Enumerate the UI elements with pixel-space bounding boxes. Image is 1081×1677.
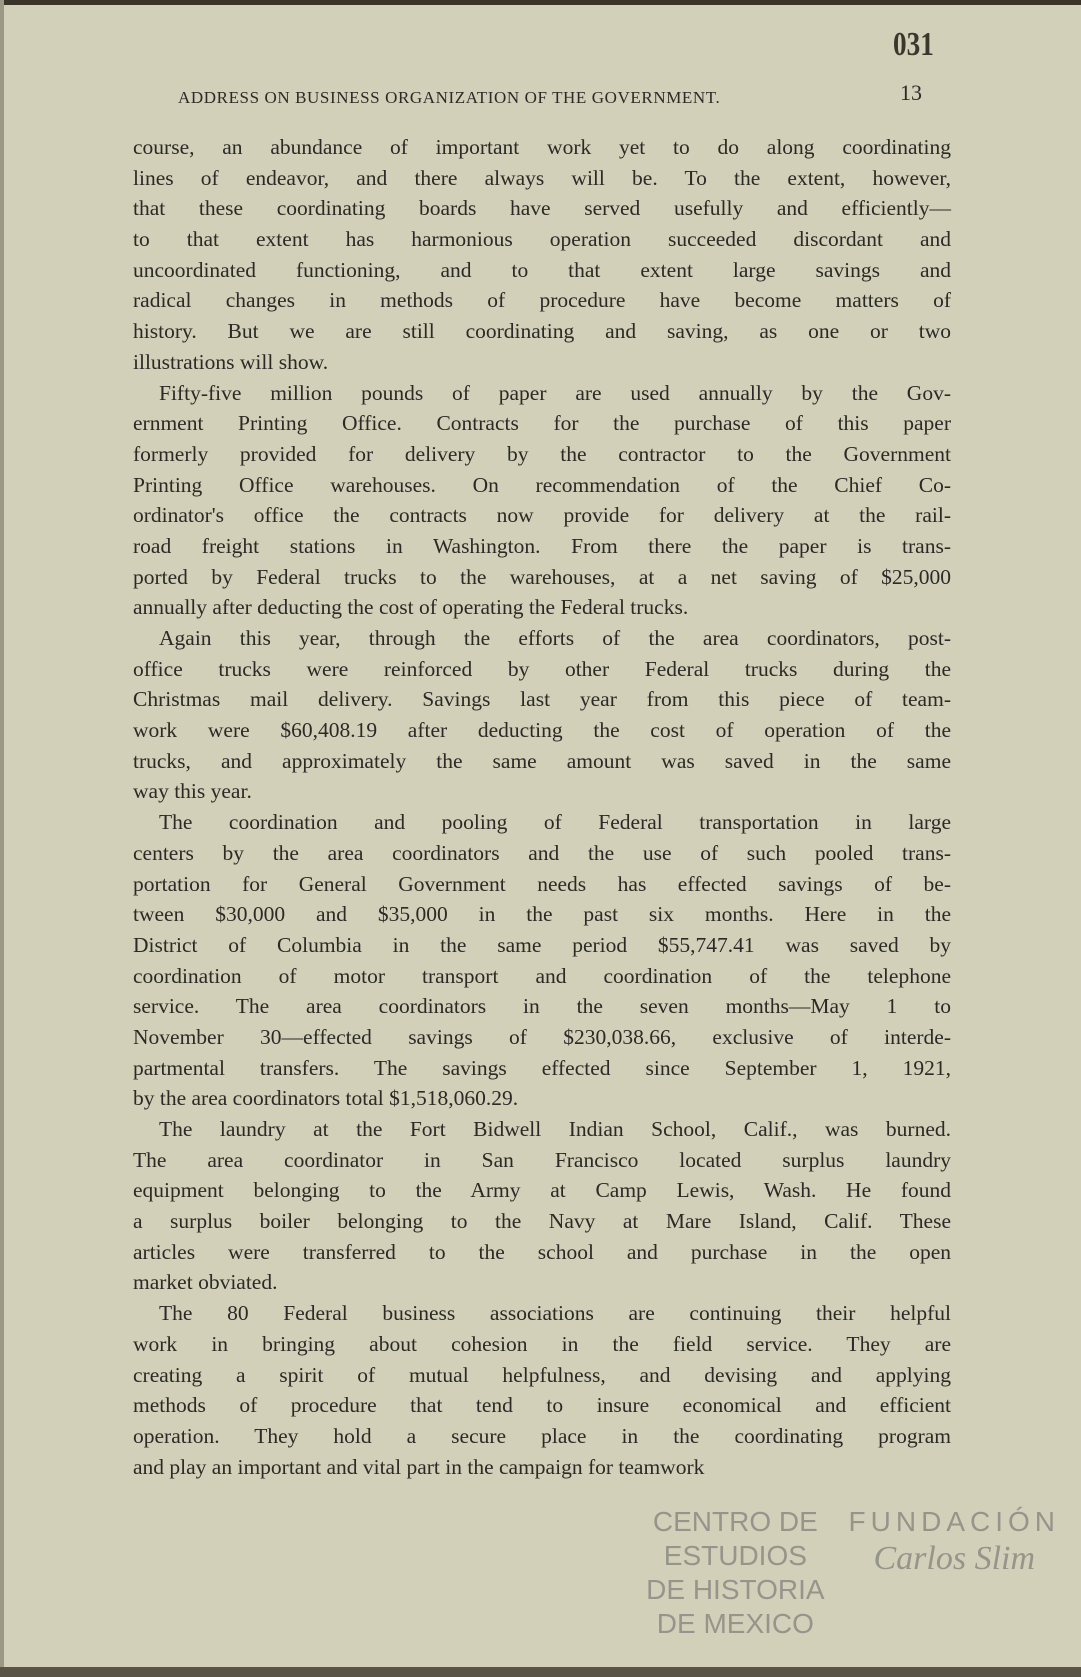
page-body (133, 132, 951, 1482)
text-line: ported by Federal trucks to the warehouses, at a net saving of $25,000 (133, 564, 951, 589)
text-line: market obviated. (133, 1270, 278, 1295)
text-line: uncoordinated functioning, and to that extent large savings and (133, 257, 951, 282)
text-line: portation for General Government needs has effected savings of be- (133, 871, 951, 896)
text-line: methods of procedure that tend to insure economical and efficient (133, 1393, 951, 1418)
text-line: trucks, and approximately the same amount was saved in the same (133, 748, 951, 773)
watermark (560, 1505, 1060, 1641)
text-line: District of Columbia in the same period $55,747.41 was saved by (133, 932, 951, 957)
text-line: road freight stations in Washington. From there the paper is trans- (133, 533, 951, 558)
watermark-line: CENTRO DE (652, 1506, 818, 1537)
text-line: tween $30,000 and $35,000 in the past six months. Here in the (133, 902, 951, 927)
paragraph (133, 623, 951, 807)
text-line: lines of endeavor, and there always will be. To the extent, however, (133, 165, 951, 190)
text-line: Fifty-five million pounds of paper are used annually by the Gov- (159, 380, 951, 405)
text-line: course, an abundance of important work yet to do along coordinating (133, 135, 951, 159)
text-line: The 80 Federal business associations are continuing their helpful (159, 1301, 951, 1326)
paragraph (133, 807, 951, 1114)
watermark-signature: Carlos Slim (873, 1540, 1036, 1577)
text-line: centers by the area coordinators and the use of such pooled trans- (133, 840, 951, 865)
watermark-line: FUNDACIÓN (848, 1506, 1060, 1537)
paragraph (133, 1298, 951, 1482)
text-line: Christmas mail delivery. Savings last year from this piece of team- (133, 687, 951, 712)
scan-bottom-border (0, 1667, 1081, 1677)
scan-top-border (0, 0, 1081, 5)
text-line: equipment belonging to the Army at Camp Lewis, Wash. He found (133, 1178, 951, 1203)
text-line: operation. They hold a secure place in the coordinating program (133, 1423, 951, 1448)
running-header: ADDRESS ON BUSINESS ORGANIZATION OF THE GOVERNMENT. (178, 88, 721, 107)
text-line: formerly provided for delivery by the contractor to the Government (133, 441, 951, 466)
text-line: and play an important and vital part in the campaign for teamwork (133, 1454, 705, 1479)
text-line: annually after deducting the cost of operating the Federal trucks. (133, 595, 689, 620)
text-line: articles were transferred to the school and purchase in the open (133, 1239, 951, 1264)
watermark-line: ESTUDIOS (663, 1540, 807, 1571)
text-line: The area coordinator in San Francisco located surplus laundry (133, 1147, 951, 1172)
text-line: ernment Printing Office. Contracts for the purchase of this paper (133, 411, 951, 436)
text-line: by the area coordinators total $1,518,060.29. (133, 1086, 519, 1111)
text-line: way this year. (133, 779, 252, 804)
watermark-line: DE HISTORIA (646, 1574, 825, 1605)
page-number: 13 (900, 80, 922, 105)
text-line: a surplus boiler belonging to the Navy at Mare Island, Calif. These (133, 1209, 951, 1234)
text-line: work were $60,408.19 after deducting the cost of operation of the (133, 718, 951, 743)
text-line: The laundry at the Fort Bidwell Indian School, Calif., was burned. (159, 1117, 951, 1141)
text-line: creating a spirit of mutual helpfulness, and devising and applying (133, 1362, 951, 1387)
watermark-column (849, 1505, 1060, 1641)
text-line: coordination of motor transport and coordination of the telephone (133, 963, 951, 988)
text-line: service. The area coordinators in the seven months—May 1 to (133, 994, 951, 1019)
text-line: Printing Office warehouses. On recommendation of the Chief Co- (133, 472, 951, 497)
text-line: November 30—effected savings of $230,038.66, exclusive of interde- (133, 1024, 951, 1049)
text-line: office trucks were reinforced by other Federal trucks during the (133, 656, 951, 681)
text-line: to that extent has harmonious operation succeeded discordant and (133, 227, 951, 252)
text-line: ordinator's office the contracts now provide for delivery at the rail- (133, 503, 951, 528)
watermark-line: DE MEXICO (656, 1608, 814, 1639)
text-line: illustrations will show. (133, 349, 329, 374)
text-line: The coordination and pooling of Federal transportation in large (159, 810, 951, 835)
text-line: partmental transfers. The savings effected since September 1, 1921, (133, 1055, 951, 1080)
scan-left-edge (0, 0, 4, 1677)
archive-stamp-number: 031 (893, 26, 934, 63)
text-line: history. But we are still coordinating and saving, as one or two (133, 319, 951, 344)
text-line: radical changes in methods of procedure have become matters of (133, 288, 951, 313)
paragraph (133, 1114, 951, 1298)
text-line: work in bringing about cohesion in the field service. They are (133, 1331, 951, 1356)
text-line: that these coordinating boards have served usefully and efficiently— (133, 196, 951, 221)
paragraph (133, 378, 951, 624)
paragraph (133, 132, 951, 378)
text-line: Again this year, through the efforts of the area coordinators, post- (159, 626, 951, 650)
watermark-column (646, 1505, 824, 1641)
